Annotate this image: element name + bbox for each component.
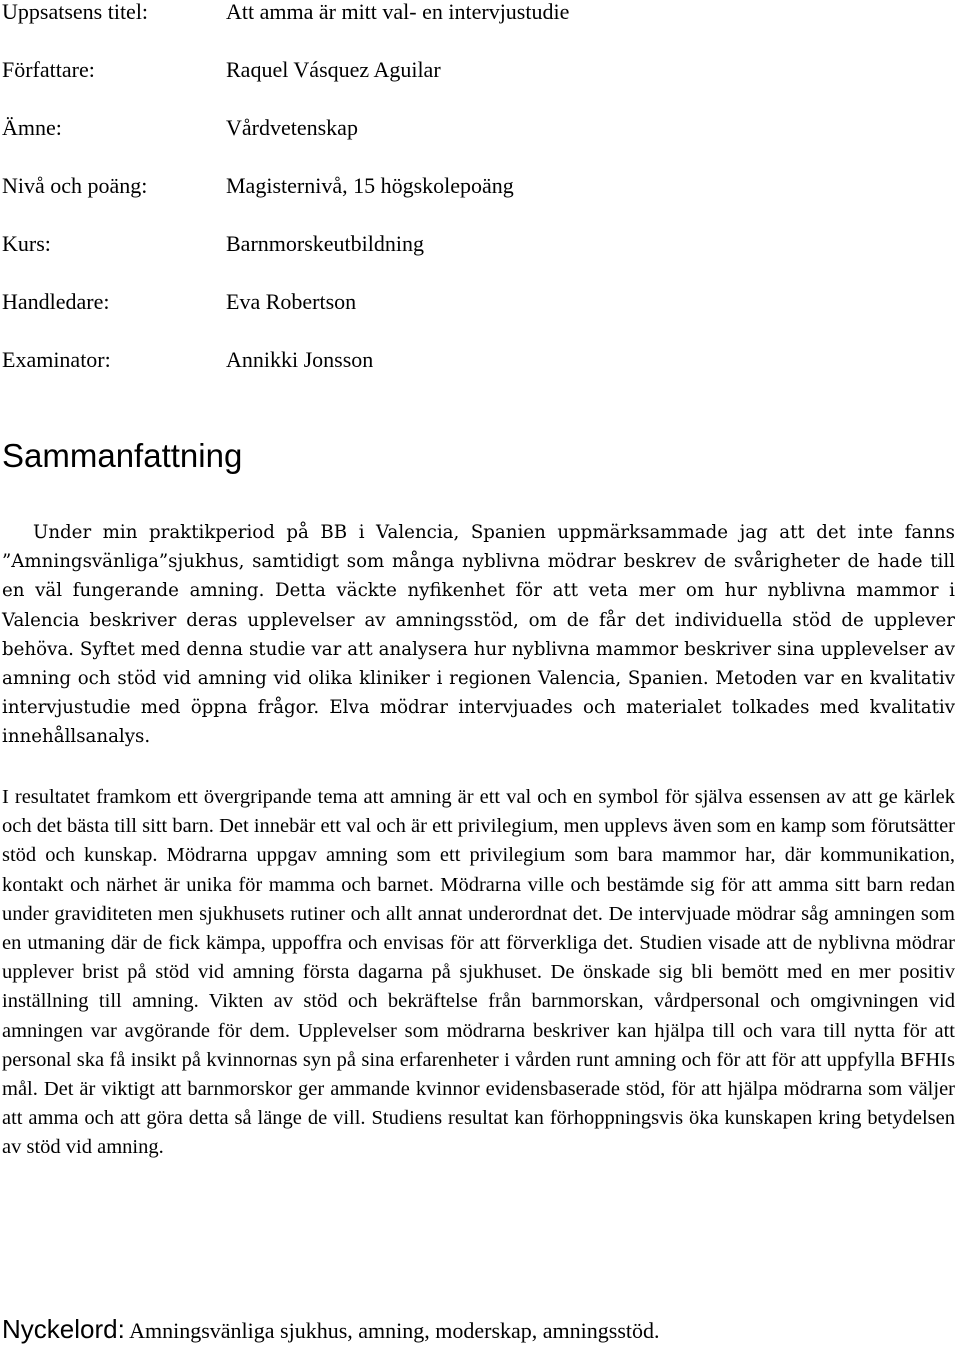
meta-value: Magisternivå, 15 högskolepoäng xyxy=(226,173,514,198)
meta-label: Kurs: xyxy=(2,231,51,256)
meta-label: Handledare: xyxy=(2,289,110,314)
meta-row-supervisor xyxy=(0,287,960,317)
meta-value: Raquel Vásquez Aguilar xyxy=(226,57,441,82)
meta-value: Annikki Jonsson xyxy=(226,347,374,372)
keywords xyxy=(2,1311,660,1352)
meta-value: Barnmorskeutbildning xyxy=(226,231,424,256)
meta-label: Ämne: xyxy=(2,115,62,140)
meta-label: Examinator: xyxy=(2,347,111,372)
meta-value: Vårdvetenskap xyxy=(226,115,358,140)
meta-label: Författare: xyxy=(2,57,95,82)
summary-paragraph-1: Under min praktikperiod på BB i Valencia, Spanien uppmärksammade jag att det inte fanns ”Amningsvänliga”sjukhus, samtidigt som många nyblivna mödrar beskrev de svårigheter de hade till en väl fungerande amning. Detta väckte nyfikenhet för att veta mer om hur nyblivna mammor i Valencia beskriver deras upplevelser av amningsstöd, om de får det individuella stöd de upplever behöva. Syftet med denna studie var att analysera hur nyblivna mammor beskriver sina upplevelser av amning och stöd vid amning vid olika kliniker i regionen Valencia, Spanien. Metoden var en kvalitativ intervjustudie med öppna frågor. Elva mödrar intervjuades och materialet tolkades med kvalitativ innehållsanalys. xyxy=(2,522,955,748)
meta-value: Att amma är mitt val- en intervjustudie xyxy=(226,0,570,24)
meta-row-level xyxy=(0,171,960,201)
summary-heading: Sammanfattning xyxy=(2,437,243,474)
meta-label: Uppsatsens titel: xyxy=(2,0,149,24)
summary-paragraph-2: I resultatet framkom ett övergripande tema att amning är ett val och en symbol för själva essensen av att ge kärlek och det bästa till sitt barn. Det innebär ett val och är ett privilegium, men upplevs även som en kamp som förutsätter stöd och kunskap. Mödrarna uppgav amning som ett privilegium som bara mammor har, där kommunikation, kontakt och närhet är unika för mamma och barnet. Mödrarna ville och bestämde sig för att amma sitt barn redan under graviditeten men sjukhusets rutiner och allt annat underordnat det. De intervjuade mödrar såg amningen som en utmaning där de fick kämpa, uppoffra och envisas för att förverkliga det. Studien visade att de nyblivna mödrar upplever brist på stöd vid amning första dagarna på sjukhuset. De önskade sig bli bemött med en mer positiv inställning till amning. Vikten av stöd och bekräftelse från barnmorskan, vårdpersonal och omgivningen vid amningen var avgörande för dem. Upplevelser som mödrarna beskriver kan hjälpa till och vara till nytta för att personal ska få insikt på kvinnornas syn på sina erfarenheter i vården runt amning och för att för att uppfylla BFHIs mål. Det är viktigt att barnmorskor ger ammande kvinnor evidensbaserade stöd, för att hjälpa mödrarna som väljer att amma och att göra detta så länge de vill. Studiens resultat kan förhoppningsvis öka kunskapen kring betydelsen av stöd vid amning. xyxy=(2,786,955,1159)
keywords-value: Amningsvänliga sjukhus, amning, moderskap, amningsstöd. xyxy=(124,1318,660,1343)
meta-row-title xyxy=(0,0,960,27)
meta-value: Eva Robertson xyxy=(226,289,357,314)
keywords-label: Nyckelord: xyxy=(2,1314,125,1344)
meta-row-author xyxy=(0,55,960,85)
meta-row-course xyxy=(0,229,960,259)
meta-row-subject xyxy=(0,113,960,143)
meta-row-examiner xyxy=(0,345,960,375)
meta-label: Nivå och poäng: xyxy=(2,173,148,198)
